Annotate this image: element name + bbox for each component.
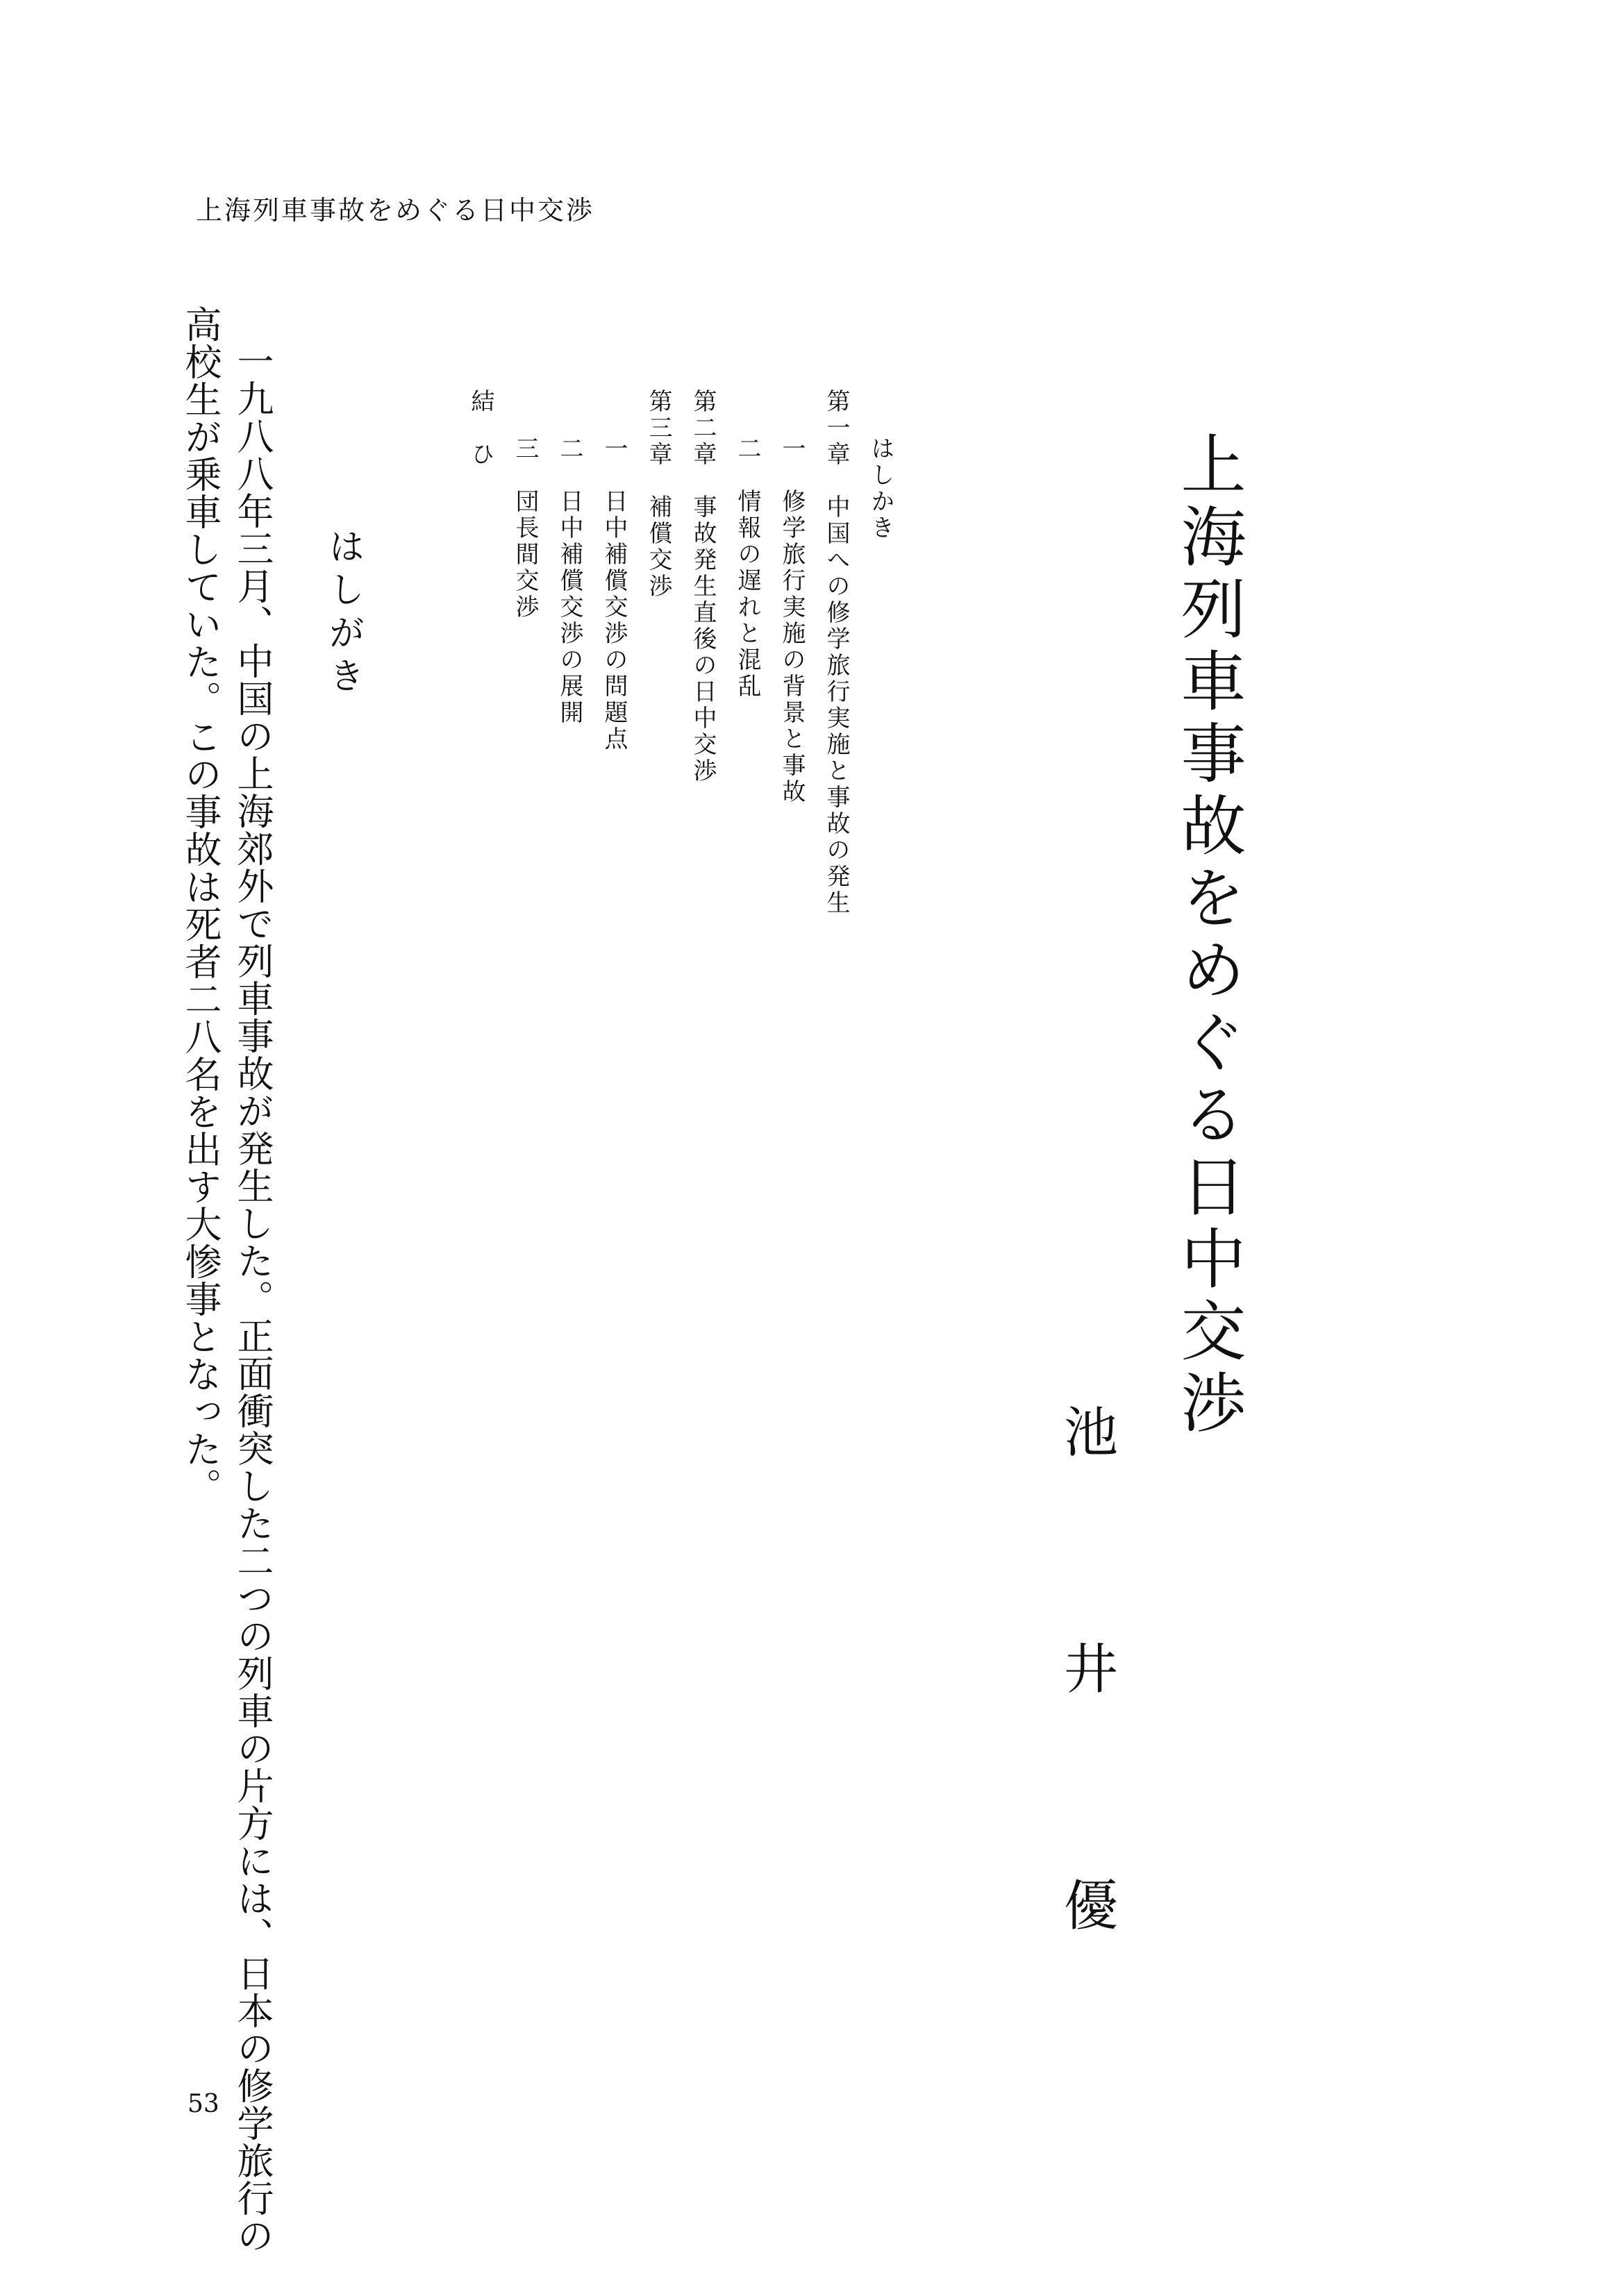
toc-item-chapter-3: 第三章 補償交渉: [644, 389, 672, 600]
toc-item-chapter-1: 第一章 中国への修学旅行実施と事故の発生: [822, 389, 850, 916]
toc-item-hashigaki: はしかき: [867, 436, 894, 542]
author-name: [1063, 1402, 1118, 1938]
author-char-3: 優: [1063, 1875, 1118, 1938]
author-char-2: 井: [1063, 1639, 1118, 1701]
toc-item-1-1: 一 修学旅行実施の背景と事故: [778, 436, 806, 805]
page-number: 53: [187, 2090, 219, 2118]
running-head: 上海列車事故をめぐる日中交渉: [196, 195, 595, 226]
toc-item-3-3: 三 団長間交渉: [511, 436, 539, 621]
toc-item-1-2: 二 情報の遅れと混乱: [733, 436, 761, 700]
body-text: [179, 305, 274, 2254]
body-line-1: 一九八八年三月、中国の上海郊外で列車事故が発生した。正面衝突した二つの列車の片方には、日本の修学旅行の: [231, 342, 274, 2254]
toc-item-3-2: 二 日中補償交渉の展開: [556, 436, 583, 726]
author-char-1: 池: [1063, 1402, 1118, 1464]
toc-item-conclusion: 結 ひ: [467, 389, 494, 468]
section-heading: はしがき: [322, 528, 364, 700]
toc-item-3-1: 一 日中補償交渉の問題点: [600, 436, 628, 753]
table-of-contents: [469, 389, 892, 944]
toc-item-chapter-2: 第二章 事故発生直後の日中交渉: [689, 389, 717, 785]
body-line-2: 高校生が乗車していた。この事故は死者二八名を出す大惨事となった。: [179, 305, 222, 1505]
article-title: 上海列車事故をめぐる日中交渉: [1169, 430, 1245, 1441]
